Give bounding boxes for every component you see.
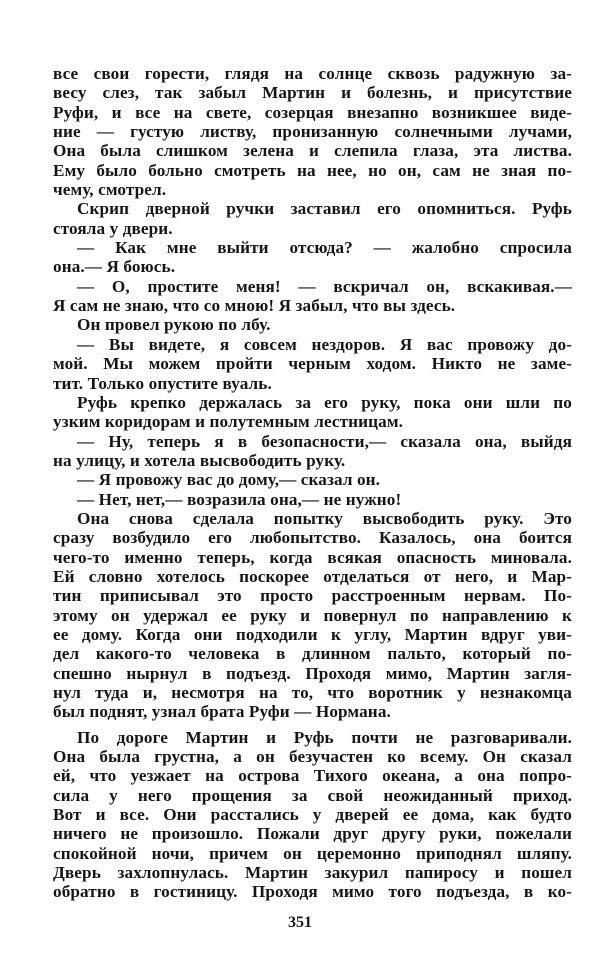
text-line: спокойной ночи, причем он церемонно приподнял шляпу. [53,843,572,863]
text-line: дел какого-то человека в длинном пальто, который по- [53,644,572,664]
paragraph [53,728,572,902]
text-line: — Нет, нет,— возразила она,— не нужно! [77,489,402,509]
page-number: 351 [288,914,312,931]
paragraph [53,277,572,316]
text-line: тит. Только опустите вуаль. [53,373,272,393]
paragraph [53,315,572,334]
paragraph [53,509,572,722]
text-line: стояла у двери. [53,218,173,238]
text-line: Ей словно хотелось поскорее отделаться от него, и Мар- [53,566,572,586]
paragraph [53,432,572,471]
text-line: Она снова сделала попытку высвободить руку. Это [77,508,572,528]
text-line: ничего не произошло. Пожали друг другу руки, пожелали [53,824,572,844]
text-line: ее дому. Когда они подходили к углу, Мартин вдруг уви- [53,624,572,644]
text-line: — Я провожу вас до дому,— сказал он. [77,470,381,490]
text-line: — Ну, теперь я в безопасности,— сказала она, выйдя [77,431,572,451]
paragraph [53,393,572,432]
paragraph [53,238,572,277]
text-line: нул туда и, несмотря на то, что воротник у незнакомца [53,683,572,702]
text-line: — Вы видете, я совсем нездоров. Я вас провожу до- [77,334,572,354]
text-line: сразу возбудило его любопытство. Казалось, она боится [53,528,572,548]
text-line: чего-то именно теперь, когда всякая опасность миновала. [53,547,572,567]
paragraph [53,335,572,393]
text-line: мой. Мы можем пройти черным ходом. Никто не заме- [53,354,572,374]
text-line: на улицу, и хотела высвободить руку. [53,450,346,470]
text-line: Я сам не знаю, что со мною! Я забыл, что вы здесь. [53,296,456,316]
text-line: Ему было больно смотреть на нее, но он, сам не зная по- [53,160,572,180]
text-line: ние — густую листву, пронизанную солнечными лучами, [53,122,572,142]
book-page-text [53,64,572,902]
text-line: все свои горести, глядя на солнце сквозь радужную за- [53,64,572,83]
text-line: обратно в гостиницу. Проходя мимо того подъезда, в ко- [53,882,572,902]
text-line: — О, простите меня! — вскричал он, вскакивая.— [77,276,572,296]
text-line: Руфи, и все на свете, созерцая внезапно возникшее виде- [53,102,572,122]
text-line: спешно нырнул в подъезд. Проходя мимо, Мартин загля- [53,663,572,683]
paragraph [53,490,572,509]
text-line: Он провел рукою по лбу. [77,315,271,335]
text-line: сила у него прощения за свой неожиданный приход. [53,785,572,805]
text-line: чему, смотрел. [53,180,167,200]
paragraph [53,470,572,489]
text-line: был поднят, узнал брата Руфи — Нормана. [53,702,391,722]
text-line: — Как мне выйти отсюда? — жалобно спросила [77,238,572,258]
text-line: ей, что уезжает на острова Тихого океана, а она попро- [53,766,572,786]
text-line: этому он удержал ее руку и повернул по направлению к [53,605,572,625]
text-line: она.— Я боюсь. [53,257,176,277]
text-line: весу слез, так забыл Мартин и болезнь, и присутствие [53,83,572,103]
paragraph [53,199,572,238]
text-line: По дороге Мартин и Руфь почти не разговаривали. [77,727,572,747]
text-line: Она была слишком зелена и слепила глаза, эта листва. [53,141,572,161]
text-line: тин приписывал это просто расстроенным нервам. По- [53,586,572,606]
text-line: Руфь крепко держалась за его руку, пока они шли по [77,392,572,412]
text-line: узким коридорам и полутемным лестницам. [53,412,404,432]
text-line: Скрип дверной ручки заставил его опомниться. Руфь [77,199,572,219]
text-line: Она была грустна, а он безучастен ко всему. Он сказал [53,747,572,767]
text-line: Дверь захлопнулась. Мартин закурил папиросу и пошел [53,863,572,883]
paragraph [53,64,572,199]
text-line: Вот и все. Они расстались у дверей ее дома, как будто [53,805,572,825]
